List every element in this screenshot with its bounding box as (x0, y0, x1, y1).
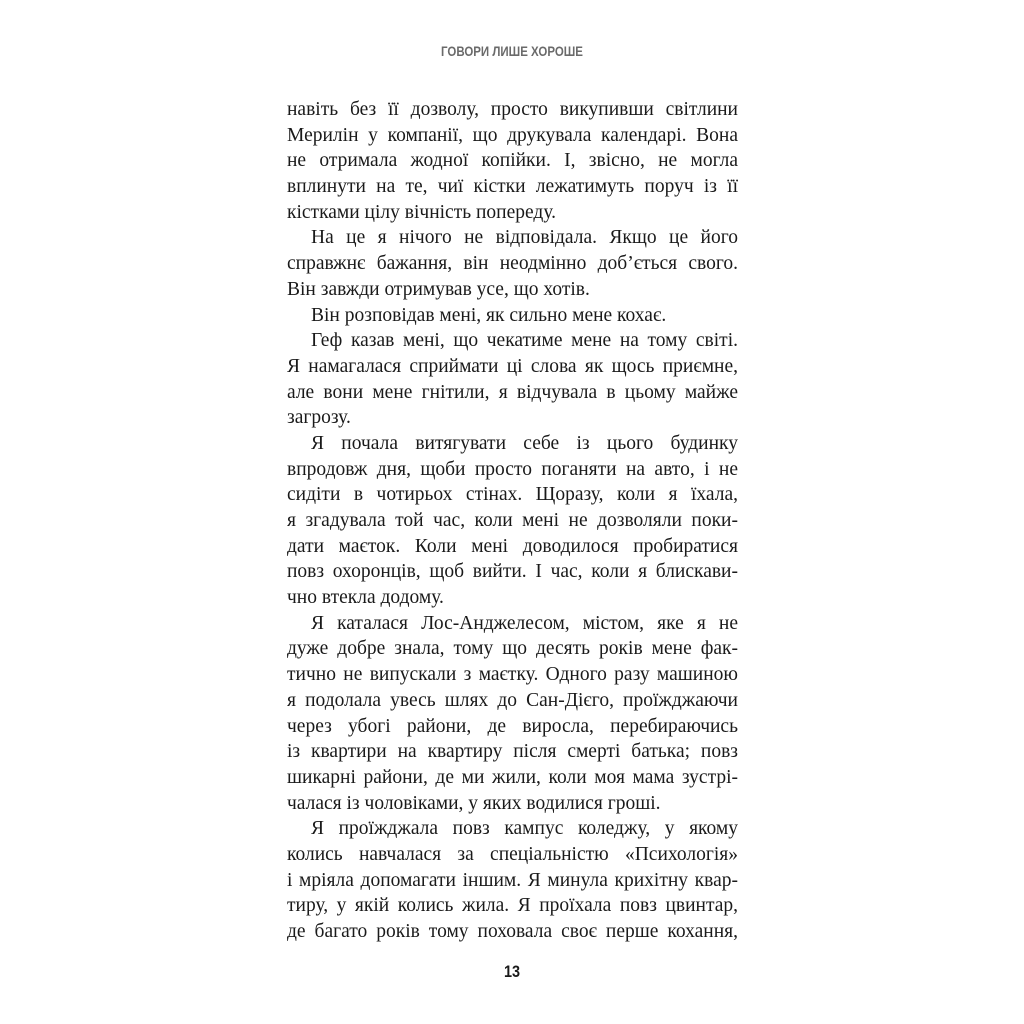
text-line: через убогі райони, де виросла, перебираючись (287, 715, 738, 737)
text-line: впродовж дня, щоби просто поганяти на авто, і не (287, 458, 738, 480)
text-line: я згадувала той час, коли мені не дозволяли поки- (287, 510, 738, 531)
text-line: загрозу. (287, 407, 351, 429)
text-line: навіть без її дозволу, просто викупивши світлини (287, 99, 738, 120)
page-number: 13 (503, 962, 521, 981)
paragraph (287, 328, 738, 431)
running-header: ГОВОРИ ЛИШЕ ХОРОШЕ (441, 43, 583, 59)
text-line: шикарні райони, де ми жили, коли моя мама зустрі- (287, 766, 738, 788)
text-line: де багато років тому поховала своє перше кохання, (287, 921, 738, 942)
text-line: чно втекла додому. (287, 587, 444, 609)
text-line: я подолала увесь шлях до Сан-Дієго, проїжджаючи (287, 689, 738, 711)
paragraph (287, 431, 738, 611)
text-line: Він розповідав мені, як сильно мене кохає. (311, 304, 667, 326)
text-line: тиру, у якій колись жила. Я проїхала повз цвинтар, (287, 895, 738, 917)
text-line: сидіти в чотирьох стінах. Щоразу, коли я їхала, (287, 484, 738, 506)
text-line: колись навчалася за спеціальністю «Психологія» (287, 843, 738, 865)
paragraph (287, 816, 738, 944)
text-line: справжнє бажання, він неодмінно доб’ється свого. (287, 253, 738, 275)
text-line: не отримала жодної копійки. І, звісно, не могла (287, 150, 738, 172)
text-line: Я проїжджала повз кампус коледжу, у якому (311, 818, 738, 840)
paragraph (287, 611, 738, 817)
text-line: вплинути на те, чиї кістки лежатимуть поруч із її (287, 176, 738, 198)
text-line: Мерилін у компанії, що друкувала календарі. Вона (287, 124, 738, 146)
text-line: Він завжди отримував усе, що хотів. (287, 278, 590, 300)
text-line: і мріяла допомагати іншим. Я минула крихітну квар- (287, 869, 738, 891)
text-line: Я почала витягувати себе із цього будинку (311, 432, 738, 454)
text-line: На це я нічого не відповідала. Якщо це його (311, 227, 738, 249)
text-line: дати маєток. Коли мені доводилося пробиратися (287, 535, 738, 557)
text-line: Я каталася Лос-Анджелесом, містом, яке я не (311, 612, 738, 634)
text-line: але вони мене гнітили, я відчувала в цьому майже (287, 381, 738, 403)
paragraph (287, 303, 738, 329)
text-line: повз охоронців, щоб вийти. І час, коли я блискави- (287, 561, 738, 583)
text-line: чалася із чоловіками, у яких водилися гроші. (287, 792, 661, 814)
text-line: кістками цілу вічність попереду. (287, 201, 557, 223)
paragraph (287, 97, 738, 225)
text-line: Геф казав мені, що чекатиме мене на тому світі. (311, 330, 738, 352)
text-line: Я намагалася сприймати ці слова як щось приємне, (287, 355, 738, 377)
text-line: тично не випускали з маєтку. Одного разу машиною (287, 664, 738, 686)
body-text (287, 97, 738, 945)
text-line: із квартири на квартиру після смерті батька; повз (287, 741, 738, 763)
paragraph (287, 225, 738, 302)
text-line: дуже добре знала, тому що десять років мене фак- (287, 638, 738, 660)
